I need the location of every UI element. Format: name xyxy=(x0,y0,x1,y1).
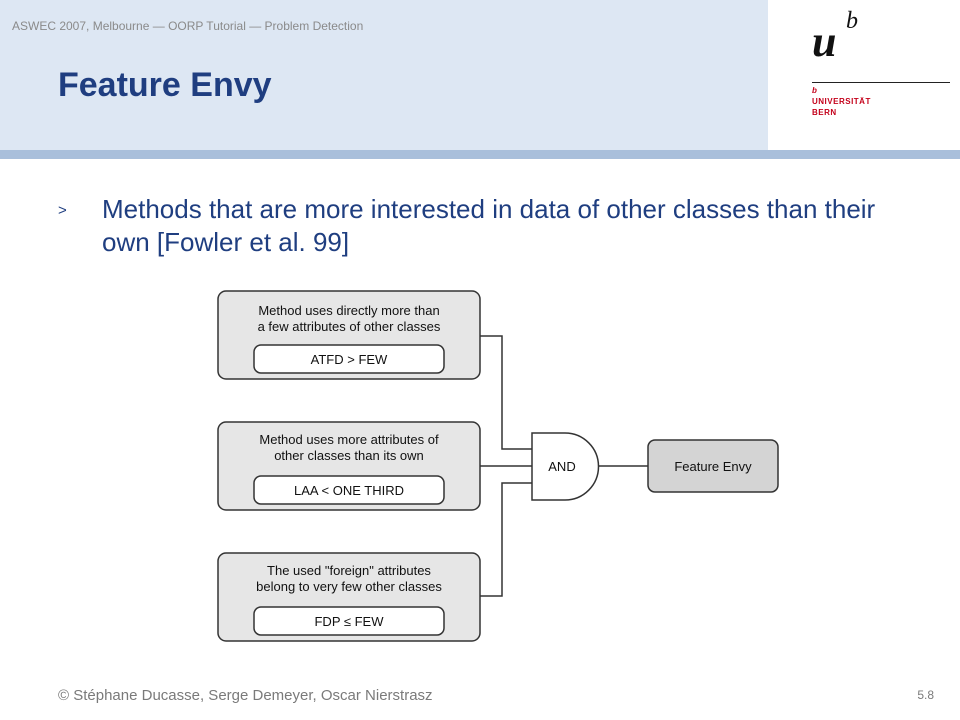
condition-atfd-line1: Method uses directly more than xyxy=(258,303,440,318)
condition-fdp-line2: belong to very few other classes xyxy=(256,579,442,594)
result-box xyxy=(648,440,778,492)
logo-b: b xyxy=(846,8,858,34)
metric-laa: LAA < ONE THIRD xyxy=(294,483,404,498)
bullet-text: Methods that are more interested in data of other classes than their own [Fowler et al. 99] xyxy=(102,194,876,257)
condition-laa-line2: other classes than its own xyxy=(274,448,424,463)
logo-line-universitat: UNIVERSITÄT xyxy=(812,97,871,106)
metric-atfd: ATFD > FEW xyxy=(310,352,388,367)
condition-fdp-line1: The used "foreign" attributes xyxy=(267,563,431,578)
metric-fdp: FDP ≤ FEW xyxy=(314,614,384,629)
connector-atfd xyxy=(480,336,532,449)
page-number: 5.8 xyxy=(917,688,934,702)
bullet-marker-icon: > xyxy=(58,202,67,219)
logo-small-b: b xyxy=(812,86,817,95)
result-label: Feature Envy xyxy=(674,459,752,474)
logo-u: u xyxy=(812,17,837,66)
footer-authors: © Stéphane Ducasse, Serge Demeyer, Oscar Nierstrasz xyxy=(58,687,433,704)
condition-laa-line1: Method uses more attributes of xyxy=(259,432,439,447)
condition-box-fdp xyxy=(218,553,480,641)
and-gate xyxy=(532,433,599,500)
logo-line-bern: BERN xyxy=(812,108,837,117)
slide-title: Feature Envy xyxy=(58,66,272,104)
and-gate-label: AND xyxy=(548,459,576,474)
running-head: ASWEC 2007, Melbourne — OORP Tutorial — Problem Detection xyxy=(12,19,364,33)
condition-box-laa xyxy=(218,422,480,510)
connector-fdp xyxy=(480,483,532,596)
condition-box-atfd xyxy=(218,291,480,379)
condition-atfd-line2: a few attributes of other classes xyxy=(257,319,441,334)
